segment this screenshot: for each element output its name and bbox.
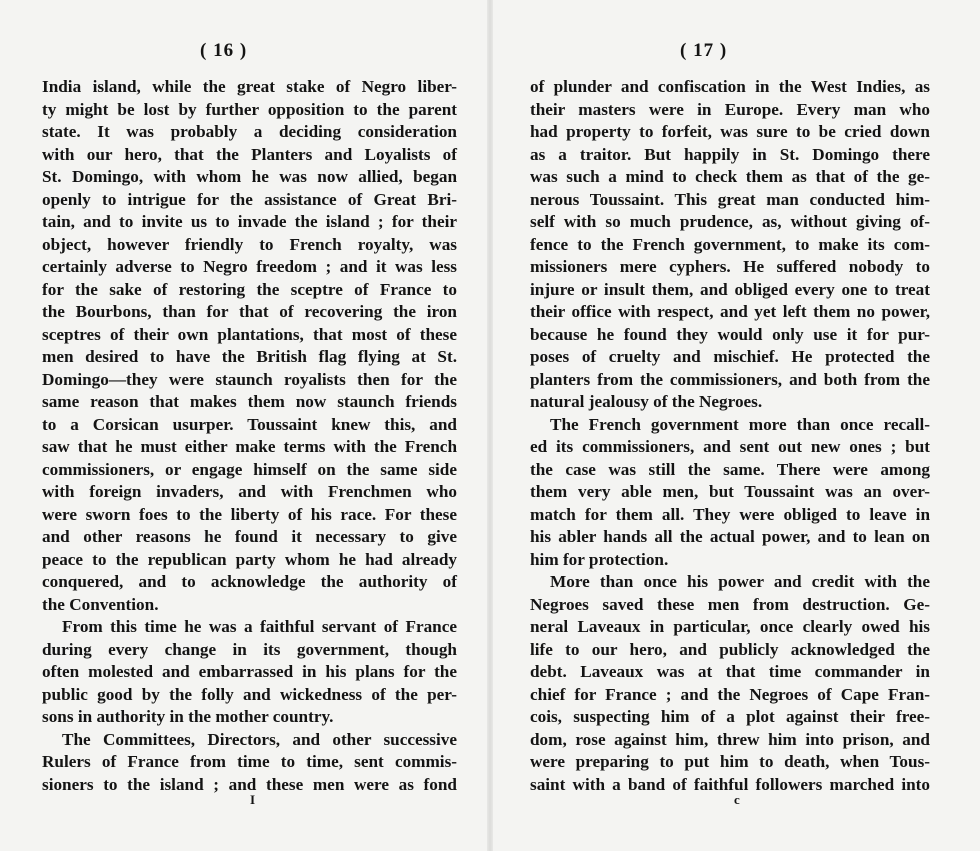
text-line: with our hero, that the Planters and Loyalists of (42, 144, 457, 164)
text-line: neral Laveaux in particular, once clearly owed his (530, 617, 930, 636)
text-line: Rulers of France from time to time, sent commis- (42, 752, 457, 771)
text-line: sons in authority in the mother country. (42, 707, 334, 726)
text-line: peace to the republican party whom he had already (42, 549, 457, 569)
signature-mark: c (734, 792, 740, 807)
text-line: poses of cruelty and mischief. He protected the (530, 347, 930, 366)
text-line: More than once his power and credit with the (550, 572, 930, 591)
text-line: and other reasons he found it necessary to give (42, 527, 457, 546)
text-line: self with so much prudence, as, without giving of- (530, 212, 930, 231)
text-line: state. It was probably a deciding consideration (42, 122, 457, 141)
text-line: debt. Laveaux was at that time commander in (530, 662, 930, 681)
text-line: cois, suspecting him of a plot against their free- (530, 707, 930, 726)
text-line: during every change in its government, though (42, 639, 457, 659)
text-line: were sworn foes to the liberty of his race. For these (42, 504, 457, 524)
text-line: tain, and to invite us to invade the island ; for their (42, 212, 457, 231)
page-body (530, 76, 930, 796)
text-line: sceptres of their own plantations, that most of these (42, 324, 457, 344)
text-line: openly to intrigue for the assistance of Great Bri- (42, 189, 457, 209)
text-line: India island, while the great stake of Negro liber- (42, 77, 457, 96)
text-line: ed its commissioners, and sent out new ones ; but (530, 437, 930, 456)
text-line: for the sake of restoring the sceptre of France to (42, 279, 457, 299)
text-line: planters from the commissioners, and both from the (530, 369, 930, 389)
text-line: St. Domingo, with whom he was now allied, began (42, 167, 457, 186)
text-line: commissioners, or engage himself on the same side (42, 459, 457, 479)
text-line: fence to the French government, to make its com- (530, 234, 930, 254)
text-line: often molested and embarrassed in his plans for the (42, 662, 457, 681)
text-line: public good by the folly and wickedness of the per- (42, 684, 457, 704)
text-line: their masters were in Europe. Every man who (530, 99, 930, 119)
page-body (42, 76, 457, 796)
text-line: his abler hands all the actual power, and to lean on (530, 527, 930, 546)
text-line: the case was still the same. There were among (530, 459, 930, 479)
text-line: sioners to the island ; and these men were as fond (42, 774, 457, 794)
page-number: ( 17 ) (680, 40, 728, 61)
text-line: missioners mere cyphers. He suffered nobody to (530, 257, 930, 276)
text-line: same reason that makes them now staunch friends (42, 392, 457, 411)
right-page (490, 0, 980, 851)
text-line: ty might be lost by further opposition to the parent (42, 99, 457, 119)
text-line: object, however friendly to French royalty, was (42, 234, 457, 254)
text-line: with foreign invaders, and with Frenchmen who (42, 482, 457, 501)
text-line: him for protection. (530, 549, 669, 569)
text-line: natural jealousy of the Negroes. (530, 392, 763, 411)
text-line: their office with respect, and yet left them no power, (530, 302, 930, 321)
text-line: conquered, and to acknowledge the authority of (42, 572, 457, 591)
text-line: them very able men, but Toussaint was an over- (530, 482, 930, 501)
text-line: The French government more than once recall- (550, 414, 930, 434)
text-line: Negroes saved these men from destruction. Ge- (530, 594, 930, 614)
text-line: nerous Toussaint. This great man conducted him- (530, 189, 930, 209)
text-line: men desired to have the British flag flying at St. (42, 347, 457, 366)
text-line: From this time he was a faithful servant of France (62, 617, 457, 636)
text-line: saint with a band of faithful followers marched into (530, 774, 930, 794)
text-line: chief for France ; and the Negroes of Cape Fran- (530, 684, 930, 704)
text-line: the Convention. (42, 594, 159, 614)
page-number: ( 16 ) (200, 40, 248, 61)
text-line: as a traitor. But happily in St. Domingo there (530, 144, 930, 164)
text-line: because he found they would only use it for pur- (530, 324, 930, 344)
text-line: certainly adverse to Negro freedom ; and it was less (42, 257, 457, 276)
text-line: The Committees, Directors, and other successive (62, 729, 457, 749)
text-line: were preparing to put him to death, when Tous- (530, 752, 930, 771)
text-line: had property to forfeit, was sure to be cried down (530, 122, 930, 141)
text-line: the Bourbons, than for that of recovering the iron (42, 302, 457, 321)
text-line: was such a mind to check them as that of the ge- (530, 167, 930, 186)
text-line: life to our hero, and publicly acknowledged the (530, 639, 930, 659)
text-line: to a Corsican usurper. Toussaint knew this, and (42, 414, 457, 434)
text-line: match for them all. They were obliged to leave in (530, 504, 930, 524)
text-line: of plunder and confiscation in the West Indies, as (530, 77, 930, 96)
text-line: dom, rose against him, threw him into prison, and (530, 729, 930, 749)
signature-mark: I (250, 792, 256, 807)
text-line: injure or insult them, and obliged every one to treat (530, 279, 930, 299)
text-line: saw that he must either make terms with the French (42, 437, 457, 456)
text-line: Domingo—they were staunch royalists then for the (42, 369, 457, 389)
